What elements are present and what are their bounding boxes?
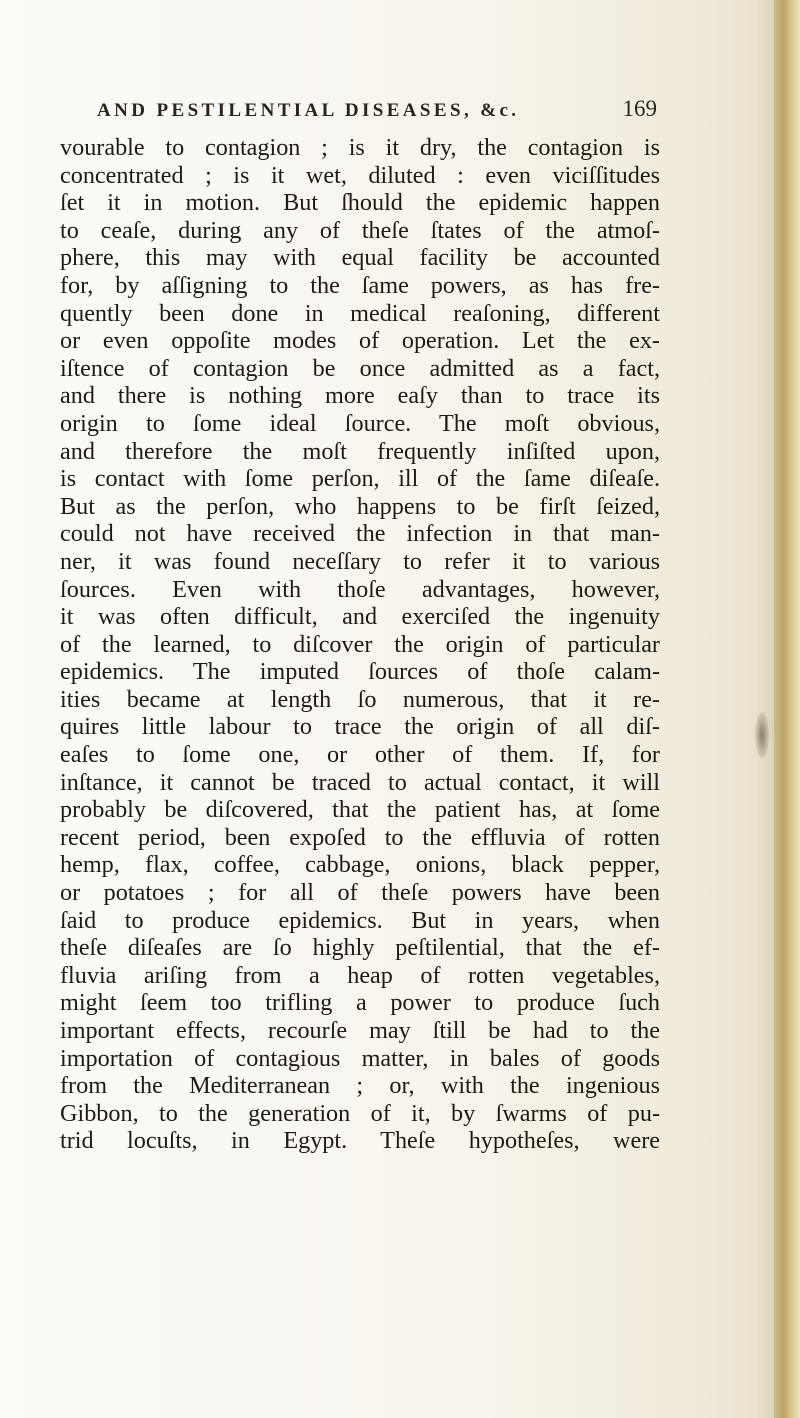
text-line: or potatoes ; for all of theſe powers have been [60, 879, 660, 907]
gutter-shadow [756, 0, 774, 1418]
text-line: ſet it in motion. But ſhould the epidemic happen [60, 189, 660, 217]
ink-blot [755, 712, 769, 758]
text-line: and there is nothing more eaſy than to trace its [60, 382, 660, 410]
text-line: recent period, been expoſed to the effluvia of rotten [60, 823, 660, 851]
text-line: trid locuſts, in Egypt. Theſe hypotheſes, were [60, 1127, 660, 1155]
text-line: could not have received the infection in that man- [60, 520, 660, 548]
text-line: of the learned, to diſcover the origin of particular [60, 630, 660, 658]
text-line: it was often difficult, and exerciſed the ingenuity [60, 603, 660, 631]
text-line: ities became at length ſo numerous, that it re- [60, 685, 660, 713]
text-line: for, by aſſigning to the ſame powers, as has fre- [60, 271, 660, 299]
text-line: phere, this may with equal facility be accounted [60, 244, 660, 272]
text-line: eaſes to ſome one, or other of them. If, for [60, 741, 660, 769]
text-line: ſources. Even with thoſe advantages, however, [60, 575, 660, 603]
text-line: origin to ſome ideal ſource. The moſt obvious, [60, 409, 660, 437]
text-line: But as the perſon, who happens to be firſt ſeized, [60, 492, 660, 520]
text-line: iſtence of contagion be once admitted as a fact, [60, 354, 660, 382]
text-line: ner, it was found neceſſary to refer it to various [60, 547, 660, 575]
running-head [97, 96, 657, 126]
text-line: Gibbon, to the generation of it, by ſwarms of pu- [60, 1099, 660, 1127]
text-line: importation of contagious matter, in bales of goods [60, 1044, 660, 1072]
text-line: probably be diſcovered, that the patient has, at ſome [60, 796, 660, 824]
text-line: quires little labour to trace the origin of all diſ- [60, 713, 660, 741]
text-line: concentrated ; is it wet, diluted : even viciſſitudes [60, 161, 660, 189]
text-line: quently been done in medical reaſoning, different [60, 299, 660, 327]
text-line: epidemics. The imputed ſources of thoſe calam- [60, 658, 660, 686]
running-title: AND PESTILENTIAL DISEASES, &c. [97, 100, 520, 121]
text-line: is contact with ſome perſon, ill of the ſame diſeaſe. [60, 465, 660, 493]
text-line: from the Mediterranean ; or, with the ingenious [60, 1072, 660, 1100]
text-line: might ſeem too trifling a power to produce ſuch [60, 989, 660, 1017]
text-line: hemp, flax, coffee, cabbage, onions, black pepper, [60, 851, 660, 879]
binding-gutter [774, 0, 800, 1418]
body-text [60, 134, 660, 1155]
page-number: 169 [622, 96, 657, 121]
text-line: important effects, recourſe may ſtill be had to the [60, 1017, 660, 1044]
text-line: and therefore the moſt frequently inſiſted upon, [60, 437, 660, 465]
text-line: to ceaſe, during any of theſe ſtates of the atmoſ- [60, 216, 660, 244]
text-line: ſaid to produce epidemics. But in years, when [60, 906, 660, 934]
text-line: inſtance, it cannot be traced to actual contact, it will [60, 768, 660, 796]
text-line: fluvia ariſing from a heap of rotten vegetables, [60, 961, 660, 989]
text-line: theſe diſeaſes are ſo highly peſtilential, that the ef- [60, 934, 660, 962]
text-line: or even oppoſite modes of operation. Let the ex- [60, 327, 660, 355]
text-line: vourable to contagion ; is it dry, the contagion is [60, 134, 660, 161]
